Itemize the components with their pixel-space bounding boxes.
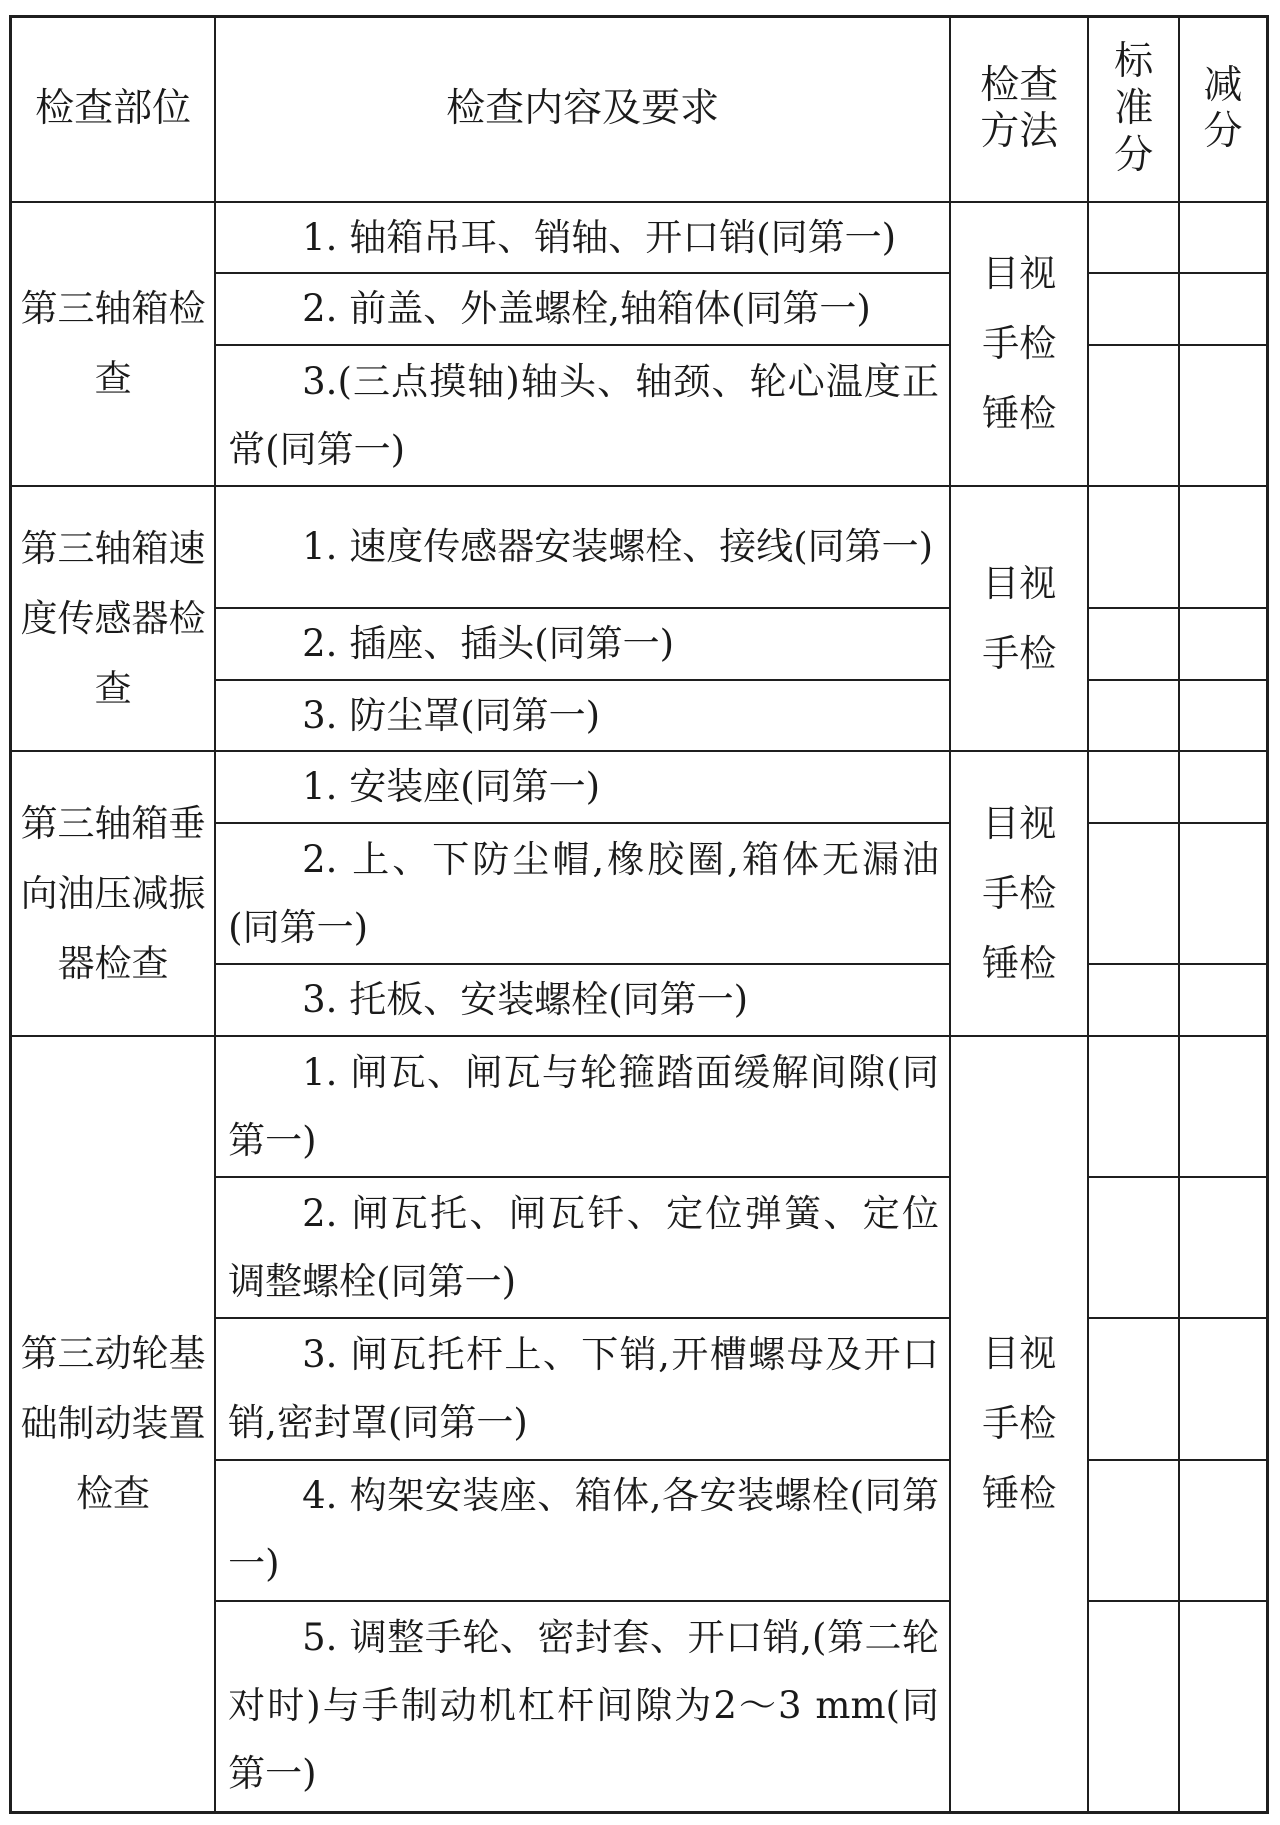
section-2-item-3: 3. 防尘罩(同第一)	[215, 680, 950, 752]
header-row	[11, 17, 1268, 202]
table-row	[11, 1036, 1268, 1177]
section-2-part: 第三轴箱速度传感器检查	[11, 486, 216, 751]
section-4-item-5: 5. 调整手轮、密封套、开口销,(第二轮对时)与手制动机杠杆间隙为2～3 mm(同第一)	[215, 1601, 950, 1813]
section-4-item-3: 3. 闸瓦托杆上、下销,开槽螺母及开口销,密封罩(同第一)	[215, 1318, 950, 1459]
section-3-item-1: 1. 安装座(同第一)	[215, 751, 950, 823]
header-part: 检查部位	[11, 17, 216, 202]
standard-score-cell	[1088, 202, 1179, 274]
section-2-item-2: 2. 插座、插头(同第一)	[215, 608, 950, 680]
header-method: 检查方法	[950, 17, 1088, 202]
standard-score-cell	[1088, 273, 1179, 345]
standard-score-cell	[1088, 1601, 1179, 1813]
section-3-part: 第三轴箱垂向油压减振器检查	[11, 751, 216, 1036]
standard-score-cell	[1088, 680, 1179, 752]
standard-score-cell	[1088, 1318, 1179, 1459]
standard-score-cell	[1088, 823, 1179, 964]
standard-score-cell	[1088, 751, 1179, 823]
standard-score-cell	[1088, 345, 1179, 486]
table-row	[11, 202, 1268, 274]
standard-score-cell	[1088, 1460, 1179, 1601]
deduction-cell	[1179, 1460, 1267, 1601]
section-1-item-2: 2. 前盖、外盖螺栓,轴箱体(同第一)	[215, 273, 950, 345]
section-1-item-1: 1. 轴箱吊耳、销轴、开口销(同第一)	[215, 202, 950, 274]
deduction-cell	[1179, 1601, 1267, 1813]
deduction-cell	[1179, 964, 1267, 1036]
header-content: 检查内容及要求	[215, 17, 950, 202]
section-2-item-1: 1. 速度传感器安装螺栓、接线(同第一)	[215, 486, 950, 608]
section-1-method: 目视手检锤检	[950, 202, 1088, 487]
section-1-item-3: 3.(三点摸轴)轴头、轴颈、轮心温度正常(同第一)	[215, 345, 950, 486]
section-3-method: 目视手检锤检	[950, 751, 1088, 1036]
header-deduction: 减分	[1179, 17, 1267, 202]
standard-score-cell	[1088, 1177, 1179, 1318]
deduction-cell	[1179, 1318, 1267, 1459]
deduction-cell	[1179, 345, 1267, 486]
deduction-cell	[1179, 608, 1267, 680]
section-4-item-4: 4. 构架安装座、箱体,各安装螺栓(同第一)	[215, 1460, 950, 1601]
deduction-cell	[1179, 486, 1267, 608]
deduction-cell	[1179, 751, 1267, 823]
section-1-part: 第三轴箱检查	[11, 202, 216, 487]
deduction-cell	[1179, 823, 1267, 964]
standard-score-cell	[1088, 964, 1179, 1036]
section-4-method: 目视手检锤检	[950, 1036, 1088, 1813]
section-3-item-2: 2. 上、下防尘帽,橡胶圈,箱体无漏油(同第一)	[215, 823, 950, 964]
section-4-item-1: 1. 闸瓦、闸瓦与轮箍踏面缓解间隙(同第一)	[215, 1036, 950, 1177]
header-standard-score: 标准分	[1088, 17, 1179, 202]
section-4-item-2: 2. 闸瓦托、闸瓦钎、定位弹簧、定位调整螺栓(同第一)	[215, 1177, 950, 1318]
section-4-part: 第三动轮基础制动装置检查	[11, 1036, 216, 1813]
standard-score-cell	[1088, 1036, 1179, 1177]
deduction-cell	[1179, 202, 1267, 274]
inspection-table	[9, 15, 1269, 1814]
standard-score-cell	[1088, 608, 1179, 680]
section-2-method: 目视手检	[950, 486, 1088, 751]
deduction-cell	[1179, 1177, 1267, 1318]
table-row	[11, 751, 1268, 823]
standard-score-cell	[1088, 486, 1179, 608]
section-3-item-3: 3. 托板、安装螺栓(同第一)	[215, 964, 950, 1036]
deduction-cell	[1179, 273, 1267, 345]
table-row	[11, 486, 1268, 608]
deduction-cell	[1179, 680, 1267, 752]
deduction-cell	[1179, 1036, 1267, 1177]
